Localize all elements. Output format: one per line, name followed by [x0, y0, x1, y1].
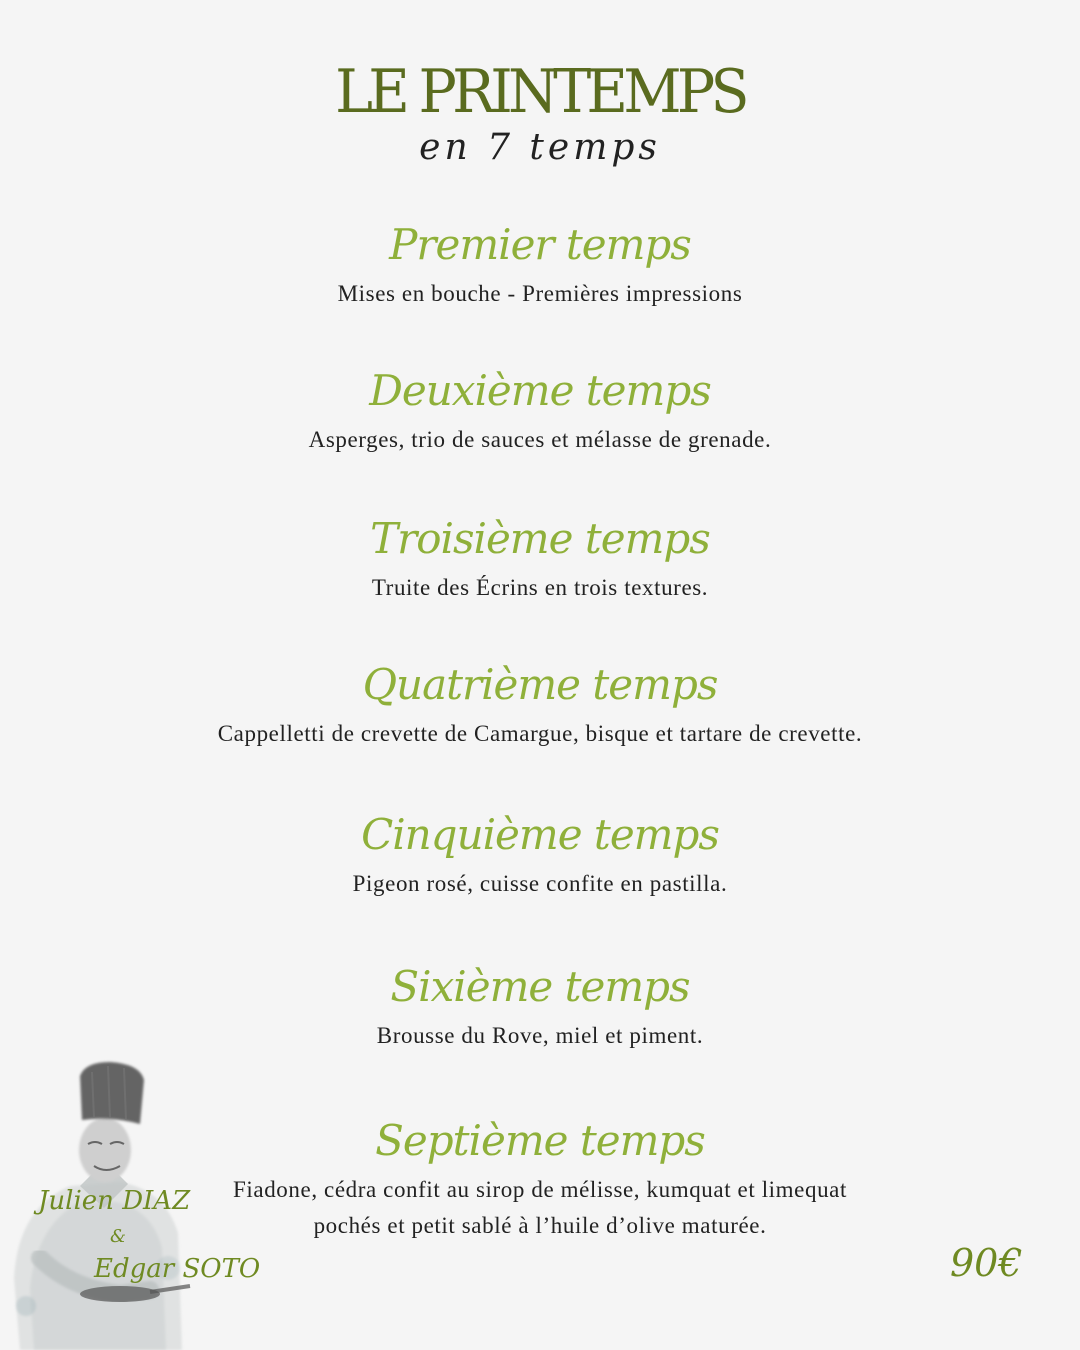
course-1 — [0, 220, 1080, 312]
course-description: Cappelletti de crevette de Camargue, bisque et tartare de crevette. — [217, 721, 863, 746]
course-description: Asperges, trio de sauces et mélasse de grenade. — [308, 427, 772, 452]
chef-name-2: Edgar SOTO — [94, 1254, 261, 1284]
course-description-line-1: Fiadone, cédra confit au sirop de mélisse, kumquat et limequat — [233, 1177, 847, 1202]
course-3 — [0, 514, 1080, 606]
chef-name-1: Julien DIAZ — [38, 1186, 191, 1216]
course-name: Premier temps — [389, 220, 691, 269]
course-name: Cinquième temps — [361, 810, 719, 859]
ampersand: & — [110, 1226, 127, 1247]
course-name: Sixième temps — [390, 962, 690, 1011]
course-description-line-2: pochés et petit sablé à l’huile d’olive maturée. — [313, 1213, 767, 1238]
course-6 — [0, 962, 1080, 1054]
menu-price: 90€ — [950, 1241, 1023, 1285]
course-name: Deuxième temps — [369, 366, 711, 415]
course-name: Troisième temps — [370, 514, 710, 563]
course-name: Quatrième temps — [362, 660, 718, 709]
course-description: Truite des Écrins en trois textures. — [371, 575, 709, 600]
course-5 — [0, 810, 1080, 902]
course-description: Mises en bouche - Premières impressions — [337, 281, 743, 306]
menu-title: LE PRINTEMPS — [335, 57, 745, 127]
course-description: Brousse du Rove, miel et piment. — [376, 1023, 704, 1048]
course-2 — [0, 366, 1080, 458]
course-name: Septième temps — [375, 1116, 705, 1165]
course-4 — [0, 660, 1080, 752]
menu-subtitle: en 7 temps — [419, 127, 661, 168]
course-description: Pigeon rosé, cuisse confite en pastilla. — [352, 871, 728, 896]
